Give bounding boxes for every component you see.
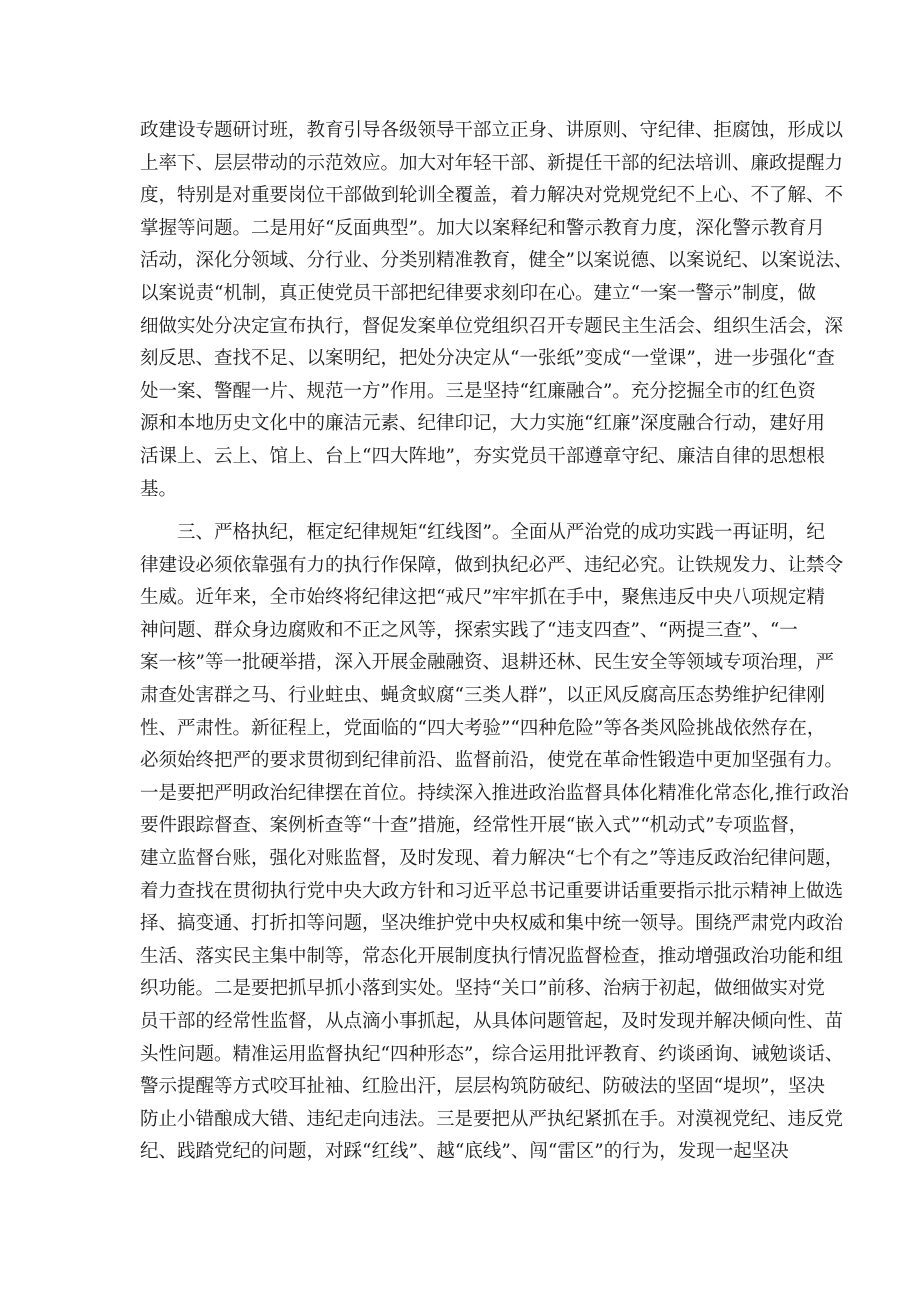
text-line: 案一核”等一批硬举措，深入开展金融融资、退耕还林、民生安全等领域专项治理，严 xyxy=(140,652,834,674)
paragraph-2 xyxy=(140,517,849,1169)
text-line: 生活、落实民主集中制等，常态化开展制度执行情况监督检查，推动增强政治功能和组 xyxy=(140,945,844,967)
text-line: 生威。近年来，全市始终将纪律这把“戒尺”牢牢抓在手中，聚焦违反中央八项规定精 xyxy=(140,587,825,609)
text-line: 掌握等问题。二是用好“反面典型”。加大以案释纪和警示教育力度，深化警示教育月 xyxy=(140,217,825,239)
text-line: 建立监督台账，强化对账监督，及时发现、着力解决“七个有之”等违反政治纪律问题， xyxy=(140,847,844,869)
text-line: 一是要把严明政治纪律摆在首位。持续深入推进政治监督具体化精准化常态化,推行政治 xyxy=(140,782,849,804)
text-line: 三、严格执纪，框定纪律规矩“红线图”。全面从严治党的成功实践一再证明，纪 xyxy=(177,522,825,543)
text-line: 律建设必须依靠强有力的执行作保障，做到执纪必严、违纪必究。让铁规发力、让禁令 xyxy=(140,554,844,576)
paragraph-1 xyxy=(140,115,853,506)
text-line: 上率下、层层带动的示范效应。加大对年轻干部、新提任干部的纪法培训、廉政提醒力 xyxy=(140,152,844,174)
text-line: 度，特别是对重要岗位干部做到轮训全覆盖，着力解决对党规党纪不上心、不了解、不 xyxy=(140,185,844,207)
text-line: 处一案、警醒一片、规范一方”作用。三是坚持“红廉融合”。充分挖掘全市的红色资 xyxy=(140,380,816,402)
text-line: 源和本地历史文化中的廉洁元素、纪律印记，大力实施“红廉”深度融合行动，建好用 xyxy=(140,413,825,435)
text-line: 着力查找在贯彻执行党中央大政方针和习近平总书记重要讲话重要指示批示精神上做选 xyxy=(140,880,844,902)
text-line: 活课上、云上、馆上、台上“四大阵地”，夯实党员干部遵章守纪、廉洁自律的思想根 xyxy=(140,445,825,467)
text-line: 神问题、群众身边腐败和不正之风等，探索实践了“违支四查”、“两提三查”、“一 xyxy=(140,619,798,641)
text-line: 织功能。二是要把抓早抓小落到实处。坚持“关口”前移、治病于初起，做细做实对党 xyxy=(140,978,825,1000)
text-line: 活动，深化分领域、分行业、分类别精准教育，健全”以案说德、以案说纪、以案说法、 xyxy=(140,250,853,272)
text-line: 性、严肃性。新征程上，党面临的“四大考验”“四种危险”等各类风险挑战依然存在， xyxy=(140,717,826,739)
text-line: 必须始终把严的要求贯彻到纪律前沿、监督前沿，使党在革命性锻造中更加坚强有力。 xyxy=(140,750,844,772)
text-line: 警示提醒等方式咬耳扯袖、红脸出汗，层层构筑防破纪、防破法的坚固“堤坝”，坚决 xyxy=(140,1076,825,1098)
text-line: 员干部的经常性监督，从点滴小事抓起，从具体问题管起，及时发现并解决倾向性、苗 xyxy=(140,1010,844,1032)
text-line: 以案说责“机制，真正使党员干部把纪律要求刻印在心。建立“一案一警示”制度，做 xyxy=(140,282,816,304)
text-line: 政建设专题研讨班，教育引导各级领导干部立正身、讲原则、守纪律、拒腐蚀，形成以 xyxy=(140,120,844,141)
text-line: 防止小错酿成大错、违纪走向违法。三是要把从严执纪紧抓在手。对漠视党纪、违反党 xyxy=(140,1108,844,1130)
text-line: 择、搞变通、打折扣等问题，坚决维护党中央权威和集中统一领导。围绕严肃党内政治 xyxy=(140,913,844,935)
text-line: 要件跟踪督查、案例析查等“十查”措施，经常性开展“嵌入式”“机动式”专项监督， xyxy=(140,815,808,837)
text-line: 头性问题。精准运用监督执纪“四种形态”，综合运用批评教育、约谈函询、诫勉谈话、 xyxy=(140,1043,844,1065)
text-line: 肃查处害群之马、行业蛀虫、蝇贪蚁腐“三类人群”，以正风反腐高压态势维护纪律刚 xyxy=(140,684,825,706)
text-line: 细做实处分决定宣布执行，督促发案单位党组织召开专题民主生活会、组织生活会，深 xyxy=(140,315,844,337)
text-line: 纪、践踏党纪的问题，对踩“红线”、越“底线”、闯“雷区”的行为，发现一起坚决 xyxy=(140,1141,789,1163)
text-line: 基。 xyxy=(140,478,178,500)
text-line: 刻反思、查找不足、以案明纪，把处分决定从“一张纸”变成“一堂课”，进一步强化“查 xyxy=(140,348,835,370)
